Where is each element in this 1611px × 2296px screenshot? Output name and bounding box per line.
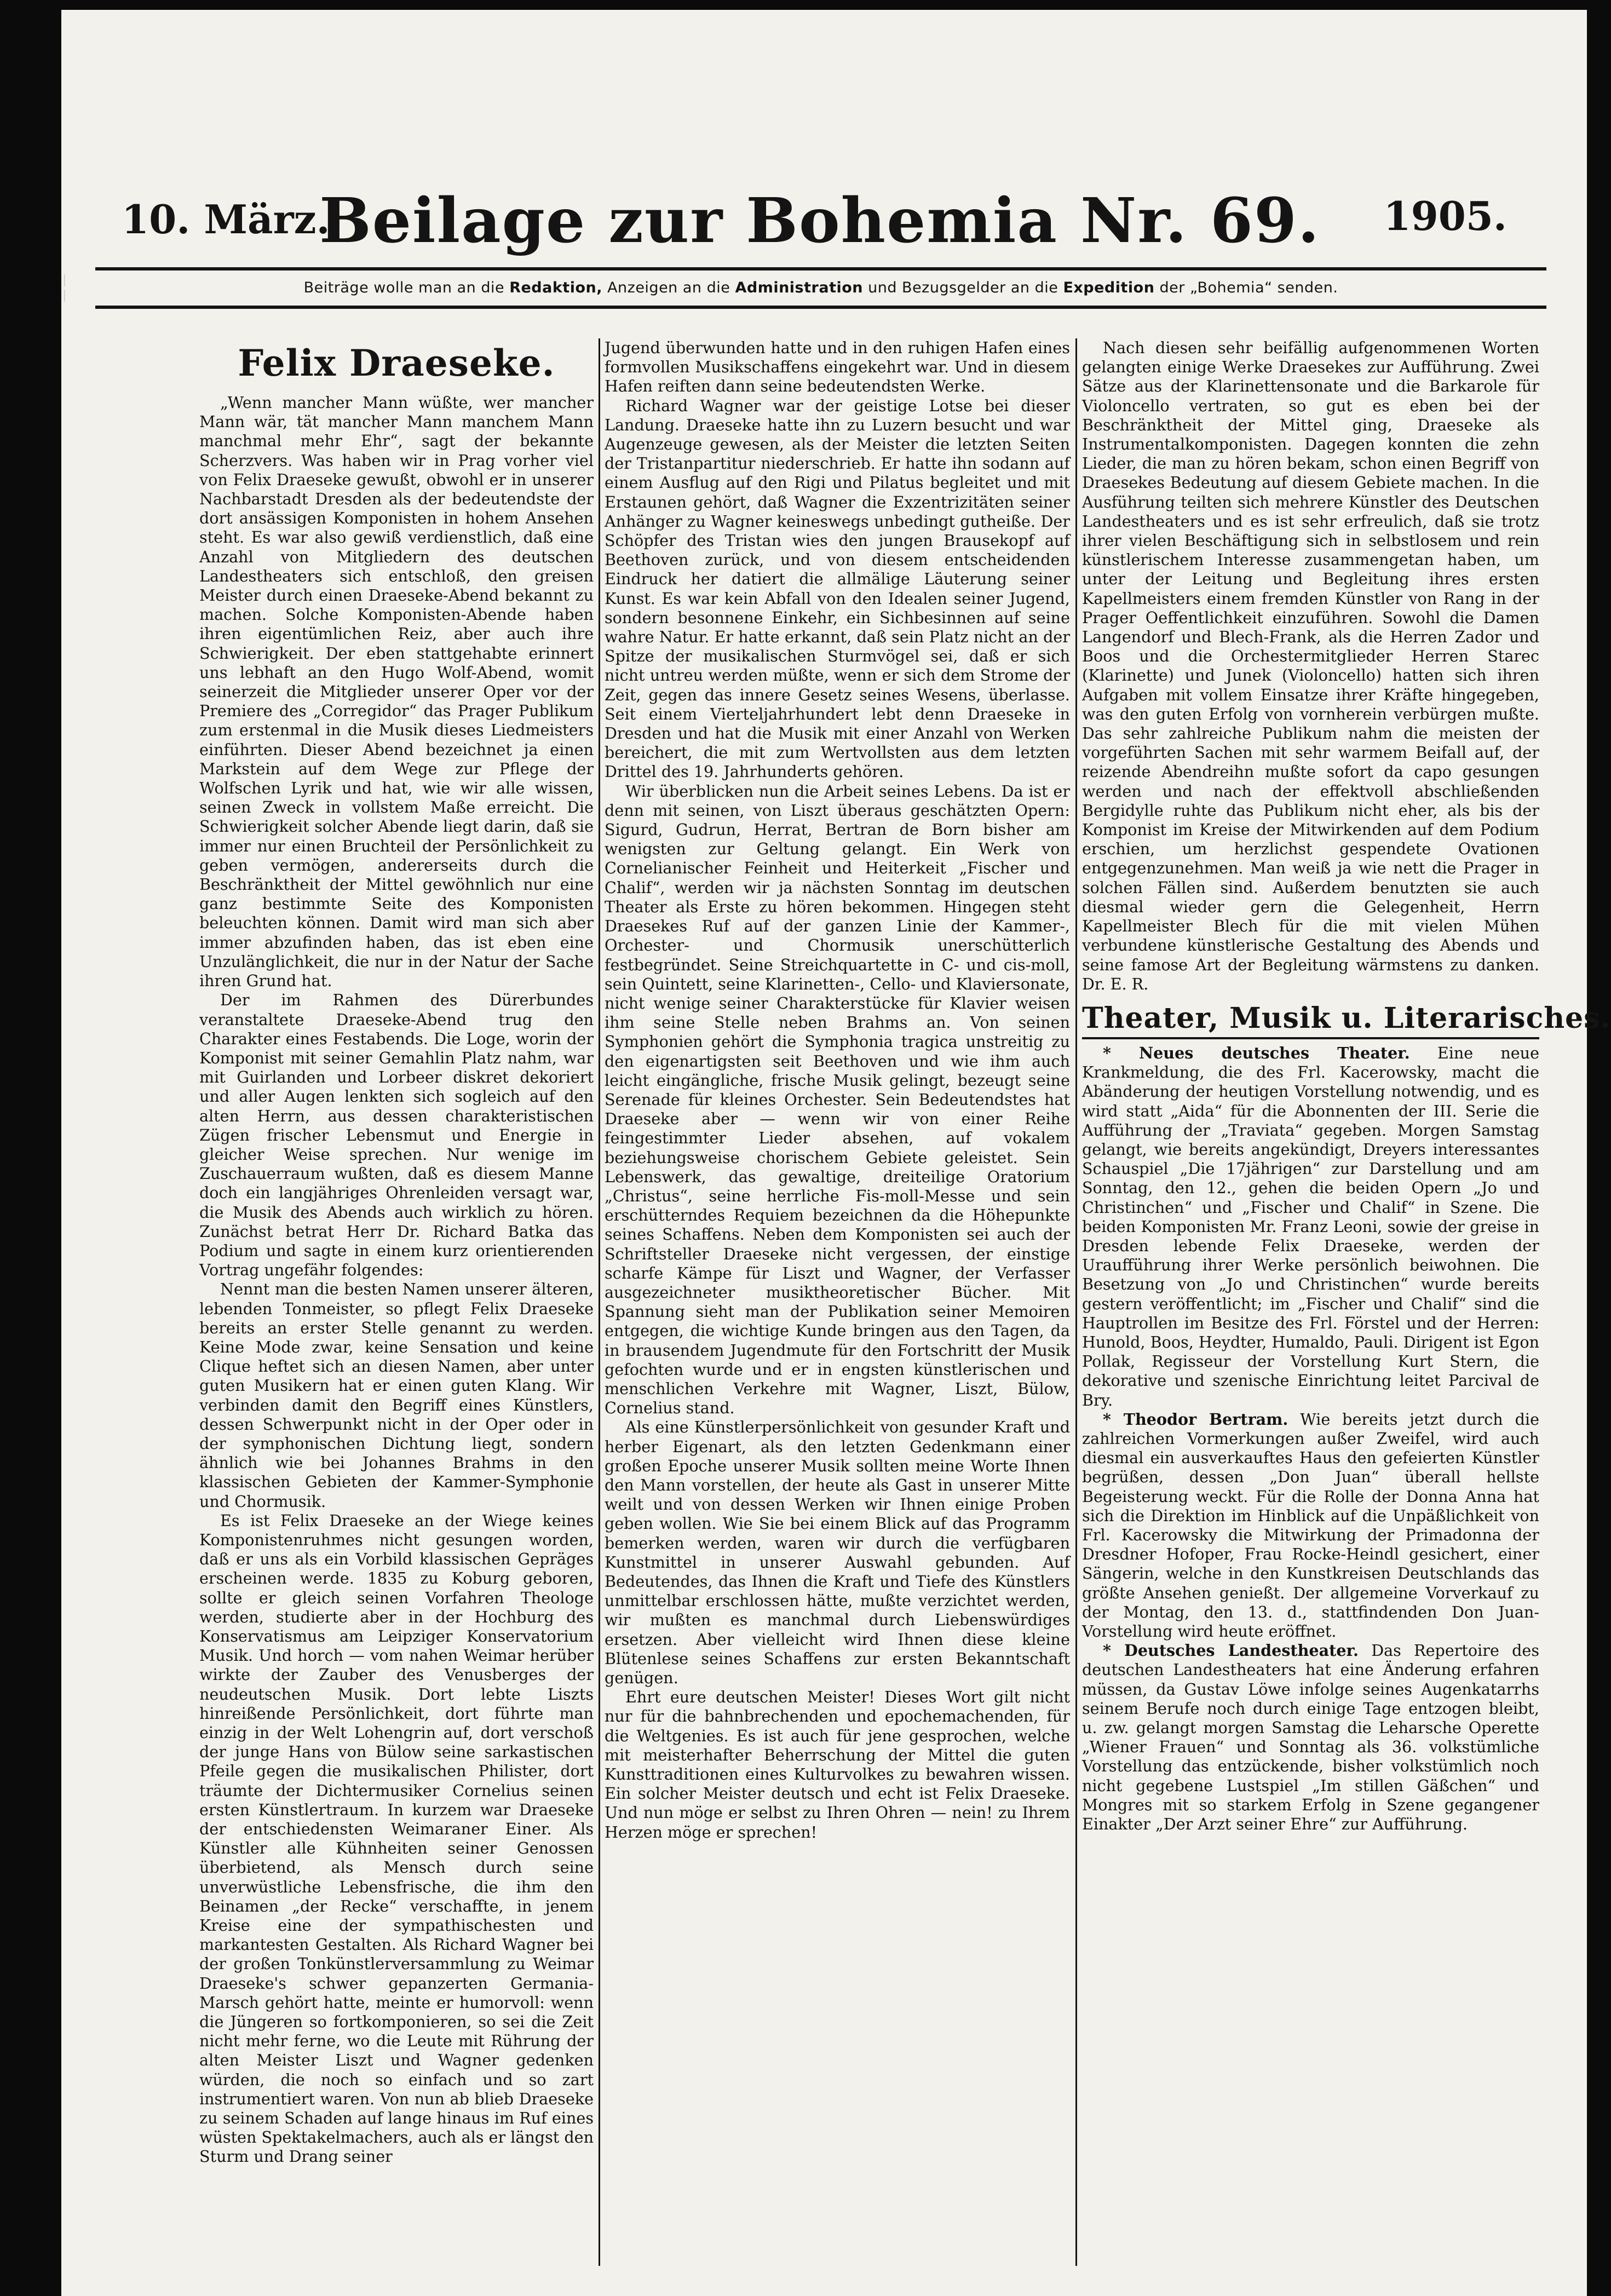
news-item-head: * Deutsches Landestheater. (1103, 1641, 1359, 1660)
article-paragraph: Wir überblicken nun die Arbeit seines Lebens. Da ist er denn mit seinen, von Liszt überaus geschätzten Opern: Sigurd, Gudrun, Herrat, Bertran de Born bisher am wenigsten zur Geltung gelangt. Ein Werk von Cornelianischer Feinheit und Heiterkeit „Fischer und Chalif“, werden wir ja nächsten Sonntag im deutschen Theater als Erste zu hören bekommen. Hingegen steht Draesekes Ruf auf der ganzen Linie der Kammer-, Orchester- und Chormusik unerschütterlich festbegründet. Seine Streichquartette in C- und cis-moll, sein Quintett, seine Klarinetten-, Cello- und Klaviersonate, nicht wenige seiner Charakterstücke für Klavier weisen ihm seine Stelle neben Brahms an. Von seinen Symphonien gehört die Symphonia tragica unstreitig zu den eigenartigsten seit Beethoven und wie ihm auch leicht eingängliche, frische Musik gelingt, bezeugt seine Serenade für kleines Orchester. Sein Bedeutendstes hat Draeseke aber — wenn wir von einer Reihe feingestimmter Lieder absehen, auf vokalem beziehungsweise chorischem Gebiete geleistet. Sein Lebenswerk, das gewaltige, dreiteilige Oratorium „Christus“, seine herrliche Fis-moll-Messe und sein erschütterndes Requiem bezeichnen da die Höhepunkte seines Schaffens. Neben dem Komponisten sei auch der Schriftsteller Draeseke nicht vergessen, der einstige scharfe Kämpe für Liszt und Wagner, der Verfasser ausgezeichneter musiktheoretischer Bücher. Mit Spannung sieht man der Publikation seiner Memoiren entgegen, die wichtige Kunde bringen aus den Tagen, da in brausendem Jugendmute für den Fortschritt der Musik gefochten wurde und er in engsten künstlerischen und menschlichen Verkehre mit Wagner, Liszt, Bülow, Cornelius stand. (605, 781, 1070, 1418)
column-divider-1 (599, 338, 600, 2266)
column-divider-2 (1075, 338, 1077, 2266)
article-paragraph: Der im Rahmen des Dürerbundes veranstaltete Draeseke-Abend trug den Charakter eines Festabends. Die Loge, worin der Komponist mit seiner Gemahlin Platz nahm, war mit Guirlanden und Lorbeer diskret dekoriert und aller Augen lenkten sich sogleich auf den alten Herrn, aus dessen charakteristischen Zügen frischer Lebensmut und Energie in gleicher Weise sprechen. Nur wenige im Zuschauerraum wußten, daß es diesem Manne doch ein langjähriges Ohrenleiden versagt war, die Musik des Abends auch wirklich zu hören. Zunächst betrat Herr Dr. Richard Batka das Podium und sagte in einem kurz orientierenden Vortrag ungefähr folgendes: (199, 991, 594, 1280)
news-item (1082, 1044, 1539, 1410)
newspaper-page (61, 10, 1611, 2296)
notice-administration: Administration (735, 279, 864, 296)
news-item (1082, 1641, 1539, 1834)
notice-text-1: Beiträge wolle man an die (303, 279, 510, 296)
page-edge-marks: | | (62, 273, 67, 302)
issue-year: 1905. (1383, 193, 1507, 239)
issue-date: 10. März. (122, 196, 330, 243)
header-rule-top (95, 267, 1546, 271)
article-paragraph: Als eine Künstlerpersönlichkeit von gesunder Kraft und herber Eigenart, als den letzten Gedenkmann einer großen Epoche unserer Musik sollten meine Worte Ihnen den Mann vorstellen, der heute als Gast in unserer Mitte weilt und von dessen Werken wir Ihnen einige Proben geben wollen. Wie Sie bei einem Blick auf das Programm bemerken werden, waren wir durch die verfügbaren Kunstmittel in unserer Auswahl gebunden. Auf Bedeutendes, das Ihnen die Kraft und Tiefe des Künstlers unmittelbar erschlossen hätte, mußte verzichtet werden, wir mußten es manchmal durch Liebenswürdiges ersetzen. Aber vielleicht wird Ihnen diese kleine Blütenlese seines Schaffens zur ersten Bekanntschaft genügen. (605, 1418, 1070, 1688)
news-item (1082, 1410, 1539, 1641)
article-title-draeseke: Felix Draeseke. (238, 342, 555, 384)
masthead (94, 185, 1545, 256)
notice-expedition: Expedition (1063, 279, 1155, 296)
article-paragraph: Es ist Felix Draeseke an der Wiege keines Komponistenruhmes nicht gesungen worden, daß er uns als ein Vorbild klassischen Gepräges erscheinen werde. 1835 zu Koburg geboren, sollte er gleich seinen Vorfahren Theologe werden, studierte aber in der Hochburg des Konservatismus am Leipziger Konservatorium Musik. Und horch — vom nahen Weimar herüber wirkte der Zauber des Venusberges der neudeutschen Musik. Dort lebte Liszts hinreißende Persönlichkeit, dort führte man einzig in der Welt Lohengrin auf, dort verschoß der junge Hans von Bülow seine sarkastischen Pfeile gegen die musikalischen Philister, dort träumte der Dichtermusiker Cornelius seinen ersten Künstlertraum. In kurzem war Draeseke der entschiedensten Weimaraner Einer. Als Künstler alle Kühnheiten seiner Genossen überbietend, als Mensch durch seine unverwüstliche Lebensfrische, die ihm den Beinamen „der Recke“ verschaffte, in jenem Kreise eine der sympathischesten und markantesten Gestalten. Als Richard Wagner bei der großen Tonkünstlerversammlung zu Weimar Draeseke's schwer gepanzerten Germania-Marsch gehört hatte, meinte er humorvoll: wenn die Jüngeren so fortkomponieren, so sei die Zeit nicht mehr ferne, wo die Leute mit Rührung der alten Meister Liszt und Wagner gedenken würden, die noch so einfach und so zart instrumentiert waren. Von nun ab blieb Draeseke zu seinem Schaden auf lange hinaus im Ruf eines wüsten Spektakelmachers, auch als er längst den Sturm und Drang seiner (199, 1511, 594, 2166)
submission-notice (95, 279, 1546, 296)
page-title: Beilage zur Bohemia Nr. 69. (319, 185, 1320, 257)
news-item-head: * Theodor Bertram. (1103, 1409, 1288, 1429)
notice-redaktion: Redaktion, (509, 279, 602, 296)
news-item-text: Eine neue Krankmeldung, die des Frl. Kacerowsky, macht die Abänderung der heutigen Vorstellung notwendig, und es wird statt „Aida“ für die Abonnenten der III. Serie die Aufführung der „Traviata“ gegeben. Morgen Samstag gelangt, wie bereits angekündigt, Dreyers interessantes Schauspiel „Die 17jährigen“ zur Darstellung und am Sonntag, den 12., gehen die beiden Opern „Jo und Christinchen“ und „Fischer und Chalif“ in Szene. Die beiden Komponisten Mr. Franz Leoni, sowie der greise in Dresden lebende Felix Draeseke, werden der Uraufführung ihrer Werke persönlich beiwohnen. Die Besetzung von „Jo und Christinchen“ wurde bereits gestern veröffentlicht; im „Fischer und Chalif“ sind die Hauptrollen im Besitze des Frl. Förstel und der Herren: Hunold, Boos, Heydter, Humaldo, Pauli. Dirigent ist Egon Pollak, Regisseur der Vorstellung Kurt Stern, die dekorative und szenische Einrichtung leitet Parcival de Bry. (1082, 1043, 1540, 1409)
news-item-head: * Neues deutsches Theater. (1103, 1043, 1410, 1062)
article-paragraph: Ehrt eure deutschen Meister! Dieses Wort gilt nicht nur für die bahnbrechenden und epochemachenden, für die Weltgenies. Es ist auch für jene gesprochen, welche mit meisterhafter Beherrschung der Mittel die guten Kunsttraditionen eines Kulturvolkes zu bewahren wissen. Ein solcher Meister deutsch und echt ist Felix Draeseke. Und nun möge er selbst zu Ihren Ohren — nein! zu Ihrem Herzen möge er sprechen! (605, 1688, 1070, 1842)
news-item-text: Das Repertoire des deutschen Landestheaters hat eine Änderung erfahren müssen, da Gustav Löwe infolge seines Augenkatarrhs seinem Berufe noch durch einige Tage entzogen bleibt, u. zw. gelangt morgen Samstag die Leharsche Operette „Wiener Frauen“ und Sonntag als 36. volkstümliche Vorstellung das entzückende, bisher volkstümlich noch nicht gegebene Lustspiel „Im stillen Gäßchen“ und Mongres mit so starkem Erfolg in Szene gegangener Einakter „Der Arzt seiner Ehre“ zur Aufführung. (1082, 1641, 1540, 1834)
article-paragraph: Jugend überwunden hatte und in den ruhigen Hafen eines formvollen Musikschaffens eingekehrt war. Und in diesem Hafen reiften dann seine bedeutendsten Werke. (605, 338, 1070, 396)
column-3 (1082, 338, 1611, 2266)
column-2 (605, 338, 1070, 2266)
article-paragraph: Richard Wagner war der geistige Lotse bei dieser Landung. Draeseke hatte ihn zu Luzern besucht und war Augenzeuge gewesen, als der Meister die letzten Seiten der Tristanpartitur niederschrieb. Er hatte ihn sodann auf einem Ausflug auf den Rigi und Pilatus begleitet und mit Erstaunen gehört, daß Wagner die Exzentrizitäten seiner Anhänger zu Wagner keineswegs unbedingt gutheiße. Der Schöpfer des Tristan wies den jungen Brausekopf auf Beethoven zurück, und von diesem entscheidenden Eindruck her datiert die allmälige Läuterung seiner Kunst. Es war kein Abfall von den Idealen seiner Jugend, sondern besonnene Einkehr, ein Sichbesinnen auf seine wahre Natur. Er hatte erkannt, daß sein Platz nicht an der Spitze der musikalischen Sturmvögel sei, daß er sich nicht untreu werden müßte, wenn er sich dem Strome der Zeit, gegen das innere Gesetz seines Wesens, überlasse. Seit einem Vierteljahrhundert lebt denn Draeseke in Dresden und hat die Musik mit einer Anzahl von Werken bereichert, die mit zum Wertvollsten aus dem letzten Drittel des 19. Jahrhunderts gehören. (605, 396, 1070, 781)
section-title-theater: Theater, Musik u. Literarisches. (1082, 1002, 1539, 1039)
notice-text-3: und Bezugsgelder an die (863, 279, 1063, 296)
notice-text-4: der „Bohemia“ senden. (1154, 279, 1338, 296)
notice-text-2: Anzeigen an die (602, 279, 735, 296)
article-paragraph: Nennt man die besten Namen unserer älteren, lebenden Tonmeister, so pflegt Felix Draeseke bereits an erster Stelle genannt zu werden. Keine Mode zwar, keine Sensation und keine Clique heftet sich an diesen Namen, aber unter guten Musikern hat er einen guten Klang. Wir verbinden damit den Begriff eines Künstlers, dessen Schwerpunkt nicht in der Oper oder in der symphonischen Dichtung liegt, sondern ähnlich wie bei Johannes Brahms in den klassischen Gebieten der Kammer-Symphonie und Chormusik. (199, 1280, 594, 1511)
article-paragraph: Nach diesen sehr beifällig aufgenommenen Worten gelangten einige Werke Draesekes zur Aufführung. Zwei Sätze aus der Klarinettensonate und die Barkarole für Violoncello vertraten, so gut es eben bei der Beschränktheit der Mittel ging, Draeseke als Instrumentalkomponisten. Dagegen konnten die zehn Lieder, die man zu hören bekam, schon einen Begriff von Draesekes Bedeutung auf diesem Gebiete machen. In die Ausführung teilten sich mehrere Künstler des Deutschen Landestheaters und es ist sehr erfreulich, daß sie trotz ihrer vielen Beschäftigung sich in selbstlosem und rein künstlerischem Interesse zusammengetan haben, um unter der Leitung und Begleitung ihres ersten Kapellmeisters einem fremden Künstler von Rang in der Prager Oeffentlichkeit einzuführen. Sowohl die Damen Langendorf und Blech-Frank, als die Herren Zador und Boos und die Orchestermitglieder Herren Starec (Klarinette) und Junek (Violoncello) hatten sich ihren Aufgaben mit vollem Einsatze ihrer Kräfte hingegeben, was den guten Erfolg von vornherein verbürgen mußte. Das sehr zahlreiche Publikum nahm die meisten der vorgeführten Sachen mit sehr warmem Beifall auf, der reizende Abendreihn mußte sofort da capo gesungen werden und nach der effektvoll abschließenden Bergidylle ruhte das Publikum nicht eher, als bis der Komponist im Kreise der Mitwirkenden auf dem Podium erschien, um herzlichst gespendete Ovationen entgegenzunehmen. Man weiß ja wie nett die Prager in solchen Fällen sind. Außerdem benutzten sie auch diesmal wieder gern die Gelegenheit, Herrn Kapellmeister Blech für die mit vielen Mühen verbundene künstlerische Gestaltung des Abends und seine famose Art der Begleitung wärmstens zu danken. Dr. E. R. (1082, 338, 1539, 993)
article-paragraph: „Wenn mancher Mann wüßte, wer mancher Mann wär, tät mancher Mann manchem Mann manchmal mehr Ehr“, sagt der bekannte Scherzvers. Was haben wir in Prag vorher viel von Felix Draeseke gewußt, obwohl er in unserer Nachbarstadt Dresden als der bedeutendste der dort ansässigen Komponisten in hohem Ansehen steht. Es war also gewiß verdienstlich, daß eine Anzahl von Mitgliedern des deutschen Landestheaters sich entschloß, den greisen Meister durch einen Draeseke-Abend bekannt zu machen. Solche Komponisten-Abende haben ihren eigentümlichen Reiz, aber auch ihre Schwierigkeit. Der eben stattgehabte erinnert uns lebhaft an den Hugo Wolf-Abend, womit seinerzeit die Mitglieder unserer Oper vor der Premiere des „Corregidor“ das Prager Publikum zum erstenmal in die Musik dieses Liedmeisters einführten. Dieser Abend bezeichnet ja einen Markstein auf dem Wege zur Pflege der Wolfschen Lyrik und hat, wie wir alle wissen, seinen Zweck in vollstem Maße erreicht. Die Schwierigkeit solcher Abende liegt darin, daß sie immer nur einen Bruchteil der Persönlichkeit zu geben vermögen, andererseits durch die Beschränktheit der Mittel gewöhnlich nur eine ganz bestimmte Seite des Komponisten beleuchten können. Damit wird man sich aber immer abzufinden haben, das ist eben eine Unzulänglichkeit, die nur in der Natur der Sache ihren Grund hat. (199, 393, 594, 991)
header-rule-bottom (95, 306, 1546, 309)
news-item-text: Wie bereits jetzt durch die zahlreichen Vormerkungen außer Zweifel, wird auch diesmal ein ausverkauftes Haus den gefeierten Künstler begrüßen, dessen „Don Juan“ überall hellste Begeisterung weckt. Für die Rolle der Donna Anna hat sich die Direktion im Hinblick auf die Unpäßlichkeit von Frl. Kacerowsky die Mitwirkung der Primadonna der Dresdner Hofoper, Frau Rocke-Heindl gesichert, einer Sängerin, welche in den Kunstkreisen Deutschlands das größte Ansehen genießt. Der allgemeine Vorverkauf zu der Montag, den 13. d., stattfindenden Don Juan-Vorstellung wird heute eröffnet. (1082, 1409, 1539, 1641)
column-1 (199, 338, 594, 2266)
